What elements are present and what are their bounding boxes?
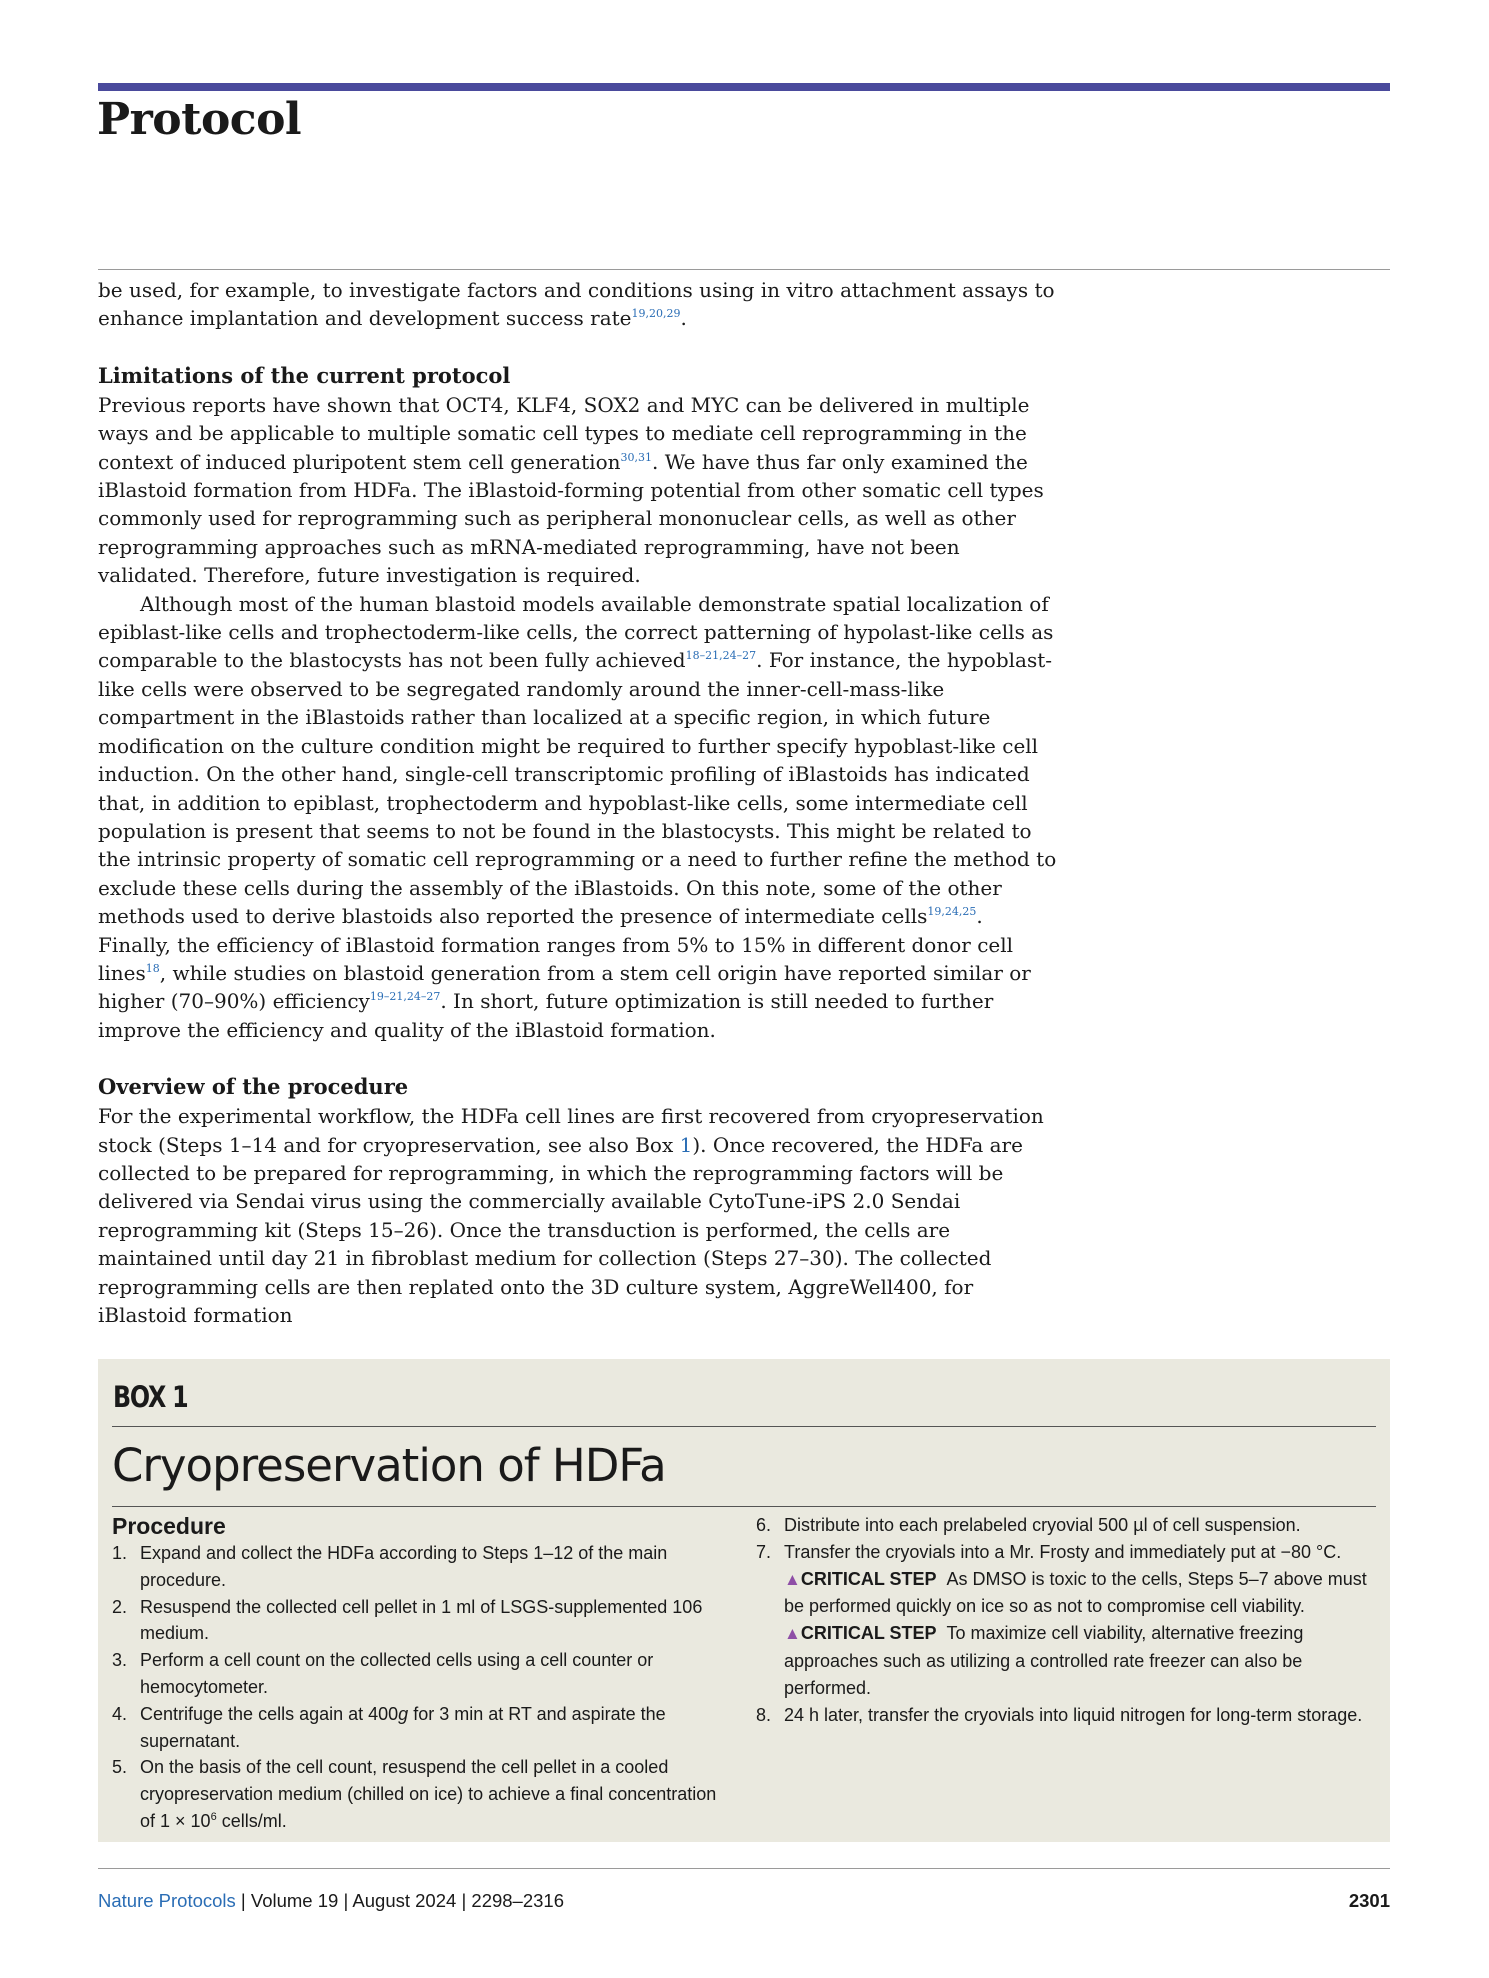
box-divider	[112, 1426, 1376, 1427]
critical-step-label: CRITICAL STEP	[800, 1568, 937, 1589]
step-number: 7.	[756, 1541, 772, 1562]
step-number: 5.	[112, 1757, 128, 1778]
step-number: 6.	[756, 1515, 772, 1535]
warning-triangle-icon: ▲	[784, 1569, 801, 1589]
overview-heading: Overview of the procedure	[98, 1074, 409, 1100]
step-text: cells/ml.	[216, 1810, 287, 1831]
text-run: . For instance, the hypoblast-like cells were observed to be segregated randomly around the inner-cell-mass-like compartment in the iBlastoids rather than localized at a specific region, in which future modification on the culture condition might be required to further specify hypoblast-like cell induction. On the other hand, single-cell transcriptomic profiling of iBlastoids has indicated that, in addition to epiblast, trophectoderm and hypoblast-like cells, some intermediate cell population is present that seems to not be found in the blastocysts. This might be related to the intrinsic property of somatic cell reprogramming or a need to further refine the method to exclude these cells during the assembly of the iBlastoids. On this note, some of the other methods used to derive blastoids also reported the presence of intermediate cells	[98, 648, 1057, 929]
critical-step-text: To maximize cell viability, alternative freezing approaches such as utilizing a controlled rate freezer can also be performed.	[784, 1623, 1304, 1698]
procedure-step	[112, 1701, 722, 1755]
warning-triangle-icon: ▲	[784, 1624, 801, 1644]
procedure-step	[756, 1702, 1380, 1729]
step-number: 2.	[112, 1596, 128, 1617]
procedure-heading: Procedure	[112, 1513, 226, 1539]
box-1	[98, 1359, 1390, 1842]
step-number: 3.	[112, 1650, 128, 1671]
step-text-italic: g	[398, 1703, 409, 1724]
footer-divider	[98, 1868, 1390, 1869]
page-number: 2301	[1348, 1890, 1390, 1911]
text-run: . In short, future optimization is still needed to further improve the efficiency and quality of the iBlastoid formation.	[98, 989, 994, 1042]
section-label: Protocol	[97, 94, 302, 145]
box-link[interactable]: 1	[679, 1132, 693, 1157]
limitations-paragraph-2	[98, 590, 1058, 1045]
intro-text: be used, for example, to investigate factors and conditions using in vitro attachment assays to enhance implantation and development success rate	[98, 278, 1055, 331]
main-text-column	[98, 276, 1058, 1329]
procedure-step	[756, 1539, 1380, 1566]
header-divider	[98, 269, 1390, 270]
text-run: . We have thus far only examined the iBlastoid formation from HDFa. The iBlastoid-forming potential from other somatic cell types commonly used for reprogramming such as peripheral mononuclear cells, as well as other reprogramming approaches such as mRNA-mediated reprogramming, have not been validated. Therefore, future investigation is required.	[98, 449, 1044, 588]
step-text: Perform a cell count on the collected cells using a cell counter or hemocytometer.	[140, 1650, 654, 1697]
step-text: Expand and collect the HDFa according to Steps 1–12 of the main procedure.	[140, 1543, 668, 1590]
box-divider	[112, 1506, 1376, 1507]
step-text: Centrifuge the cells again at 400	[140, 1703, 399, 1724]
step-text: Resuspend the collected cell pellet in 1 ml of LSGS-supplemented 106 medium.	[140, 1596, 703, 1644]
box-title: Cryopreservation of HDFa	[112, 1439, 666, 1492]
procedure-step	[112, 1540, 722, 1594]
citation-ref[interactable]: 19,20,29	[631, 307, 681, 321]
intro-end: .	[680, 306, 687, 331]
citation-ref[interactable]: 18–21,24–27	[685, 649, 757, 663]
text-run: . Finally, the efficiency of iBlastoid formation ranges from 5% to 15% in different donor cell lines	[98, 904, 1014, 985]
separator: |	[235, 1890, 251, 1911]
citation-ref[interactable]: 18	[145, 961, 160, 975]
step-text: Transfer the cryovials into a Mr. Frosty and immediately put at −80 °C.	[784, 1541, 1342, 1562]
issue-date: August 2024	[352, 1890, 457, 1911]
step-text: On the basis of the cell count, resuspend the cell pellet in a cooled cryopreservation medium (chilled on ice) to achieve a final concentration of 1 × 10	[140, 1757, 717, 1831]
header-accent-bar	[98, 83, 1390, 91]
procedure-step	[112, 1594, 722, 1648]
citation-ref[interactable]: 19–21,24–27	[369, 990, 441, 1004]
limitations-heading: Limitations of the current protocol	[98, 362, 511, 388]
text-run: , while studies on blastoid generation from a stem cell origin have reported similar or higher (70–90%) efficiency	[98, 960, 1031, 1014]
procedure-step	[756, 1512, 1380, 1539]
text-run: For the experimental workflow, the HDFa cell lines are first recovered from cryopreservation stock (Steps 1–14 and for cryopreservation, see also Box	[98, 1104, 1044, 1157]
critical-step-note	[756, 1620, 1380, 1701]
exponent: 6	[210, 1810, 217, 1823]
critical-step-label: CRITICAL STEP	[800, 1623, 937, 1644]
footer-citation	[98, 1890, 564, 1912]
step-text: for 3 min at RT and aspirate the supernatant.	[140, 1703, 666, 1751]
step-text: Distribute into each prelabeled cryovial 500 µl of cell suspension.	[784, 1515, 1301, 1535]
separator: |	[456, 1890, 472, 1911]
overview-paragraph	[98, 1102, 1058, 1329]
critical-step-text: As DMSO is toxic to the cells, Steps 5–7 above must be performed quickly on ice so as not to compromise cell viability.	[784, 1568, 1367, 1617]
text-run: Previous reports have shown that OCT4, KLF4, SOX2 and MYC can be delivered in multiple ways and be applicable to multiple somatic cell types to mediate cell reprogramming in the context of induced pluripotent stem cell generation	[98, 392, 1030, 474]
intro-paragraph	[98, 276, 1058, 333]
page-range: 2298–2316	[471, 1890, 565, 1911]
box-label: BOX 1	[113, 1380, 188, 1414]
critical-step-note	[756, 1566, 1380, 1621]
step-text: 24 h later, transfer the cryovials into liquid nitrogen for long-term storage.	[784, 1704, 1363, 1725]
step-number: 8.	[756, 1704, 772, 1725]
journal-name[interactable]: Nature Protocols	[98, 1890, 236, 1911]
separator: |	[338, 1890, 353, 1911]
procedure-step	[112, 1754, 722, 1834]
citation-ref[interactable]: 19,24,25	[927, 905, 977, 919]
limitations-paragraph-1	[98, 391, 1058, 590]
text-run: Although most of the human blastoid models available demonstrate spatial localization of epiblast-like cells and trophectoderm-like cells, the correct patterning of hypolast-like cells as comparable to the blastocysts has not been fully achieved	[98, 591, 1054, 673]
citation-ref[interactable]: 30,31	[620, 450, 652, 464]
step-number: 1.	[112, 1543, 128, 1563]
text-run: ). Once recovered, the HDFa are collected to be prepared for reprogramming, in which the reprogramming factors will be delivered via Sendai virus using the commercially available CytoTune-iPS 2.0 Sendai reprogramming kit (Steps 15–26). Once the transduction is performed, the cells are maintained until day 21 in fibroblast medium for collection (Steps 27–30). The collected reprogramming cells are then replated onto the 3D culture system, AggreWell400, for iBlastoid formation	[98, 1132, 1023, 1327]
volume: Volume 19	[250, 1890, 339, 1911]
step-number: 4.	[112, 1703, 128, 1724]
procedure-step	[112, 1647, 722, 1701]
box-left-column	[112, 1512, 722, 1835]
box-right-column	[756, 1512, 1380, 1728]
